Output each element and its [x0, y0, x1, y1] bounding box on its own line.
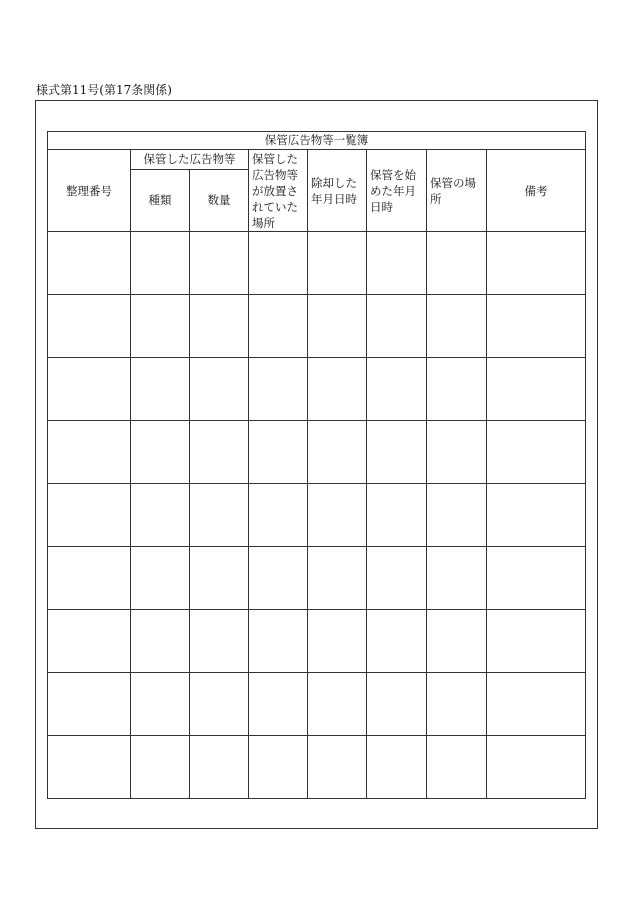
table-cell: [487, 295, 586, 358]
table-cell: [48, 232, 131, 295]
table-cell: [249, 610, 308, 673]
table-cell: [487, 358, 586, 421]
table-title-row: [48, 132, 586, 150]
table-cell: [48, 484, 131, 547]
table-cell: [487, 673, 586, 736]
table-cell: [249, 232, 308, 295]
table-cell: [308, 547, 367, 610]
table-cell: [427, 484, 487, 547]
table-cell: [427, 610, 487, 673]
table-cell: [48, 421, 131, 484]
table-cell: [131, 547, 190, 610]
table-cell: [190, 295, 249, 358]
table-cell: [131, 484, 190, 547]
table-cell: [427, 358, 487, 421]
stored-ads-ledger-table: [47, 131, 586, 799]
table-cell: [427, 421, 487, 484]
table-cell: [190, 484, 249, 547]
table-cell: [367, 358, 427, 421]
table-cell: [249, 673, 308, 736]
table-cell: [190, 673, 249, 736]
table-cell: [487, 736, 586, 799]
table-cell: [367, 736, 427, 799]
table-cell: [427, 295, 487, 358]
table-cell: [308, 673, 367, 736]
table-cell: [249, 295, 308, 358]
table-cell: [249, 547, 308, 610]
header-row-1: [48, 150, 586, 170]
table-cell: [48, 673, 131, 736]
table-cell: [427, 673, 487, 736]
table-cell: [249, 358, 308, 421]
table-row: [48, 295, 586, 358]
table-row: [48, 736, 586, 799]
table-cell: [367, 547, 427, 610]
table-row: [48, 421, 586, 484]
header-placed-location: 保管した広告物等が放置されていた場所: [249, 150, 308, 232]
table-row: [48, 484, 586, 547]
table-cell: [367, 673, 427, 736]
table-cell: [131, 610, 190, 673]
table-cell: [487, 232, 586, 295]
table-cell: [48, 358, 131, 421]
table-cell: [190, 736, 249, 799]
table-cell: [48, 547, 131, 610]
header-storage-start-date: 保管を始めた年月日時: [367, 150, 427, 232]
table-cell: [131, 421, 190, 484]
table-cell: [367, 484, 427, 547]
table-cell: [249, 484, 308, 547]
table-cell: [48, 736, 131, 799]
table-cell: [487, 421, 586, 484]
table-cell: [367, 232, 427, 295]
table-cell: [48, 610, 131, 673]
table-cell: [190, 232, 249, 295]
table-cell: [131, 232, 190, 295]
table-row: [48, 232, 586, 295]
table-cell: [427, 232, 487, 295]
header-quantity: 数量: [190, 169, 249, 231]
table-cell: [249, 736, 308, 799]
table-cell: [367, 610, 427, 673]
header-remarks: 備考: [487, 150, 586, 232]
header-removal-date: 除却した年月日時: [308, 150, 367, 232]
table-cell: [48, 295, 131, 358]
form-number-label: 様式第11号(第17条関係): [36, 83, 172, 97]
table-row: [48, 673, 586, 736]
table-row: [48, 547, 586, 610]
header-stored-ads-group: 保管した広告物等: [131, 150, 249, 170]
table-cell: [131, 295, 190, 358]
table-cell: [308, 736, 367, 799]
table-cell: [190, 421, 249, 484]
table-cell: [249, 421, 308, 484]
table-row: [48, 610, 586, 673]
table-cell: [367, 421, 427, 484]
table-title: 保管広告物等一覧簿: [48, 132, 586, 150]
header-storage-location: 保管の場所: [427, 150, 487, 232]
table-cell: [308, 421, 367, 484]
header-serial-number: 整理番号: [48, 150, 131, 232]
table-cell: [308, 484, 367, 547]
table-cell: [308, 232, 367, 295]
table-cell: [131, 736, 190, 799]
table-cell: [131, 673, 190, 736]
table-cell: [131, 358, 190, 421]
table-cell: [308, 610, 367, 673]
header-kind: 種類: [131, 169, 190, 231]
table-cell: [308, 295, 367, 358]
table-cell: [487, 610, 586, 673]
table-cell: [427, 547, 487, 610]
table-cell: [308, 358, 367, 421]
table-row: [48, 358, 586, 421]
table-cell: [367, 295, 427, 358]
table-cell: [190, 547, 249, 610]
table-cell: [190, 610, 249, 673]
table-cell: [487, 484, 586, 547]
table-cell: [487, 547, 586, 610]
table-cell: [427, 736, 487, 799]
table-cell: [190, 358, 249, 421]
